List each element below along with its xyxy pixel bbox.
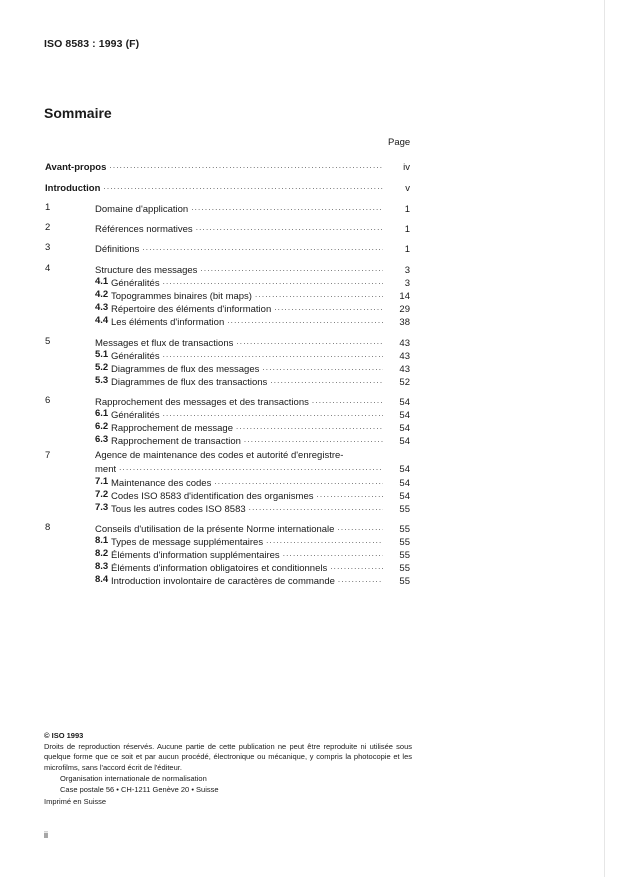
toc-entry-title: Généralités (111, 278, 160, 289)
dot-leader (119, 462, 383, 472)
dot-leader (266, 535, 383, 545)
toc-number: 5.1 (95, 349, 109, 360)
dot-leader (249, 502, 383, 512)
toc-entry-title: Types de message supplémentaires (111, 537, 264, 548)
toc-entry-title: Avant-propos (45, 162, 107, 173)
toc-page-number: 54 (399, 478, 410, 489)
toc-entry-title: Structure des messages (95, 265, 198, 276)
toc-number: 4.4 (95, 315, 109, 326)
dot-leader (163, 408, 383, 418)
dot-leader (244, 434, 383, 444)
toc-entry[interactable] (111, 502, 410, 515)
toc-entry[interactable] (45, 181, 410, 194)
toc-page-number: 55 (399, 504, 410, 515)
toc-number: 4.3 (95, 302, 109, 313)
toc-page-number: 1 (404, 224, 410, 235)
toc-entry[interactable] (111, 561, 410, 574)
toc-number: 3 (45, 242, 51, 253)
toc-entry-title: Codes ISO 8583 d'identification des organismes (111, 491, 314, 502)
toc-number: 8.3 (95, 561, 109, 572)
toc-entry[interactable] (45, 160, 410, 173)
toc-page-number: 54 (399, 410, 410, 421)
page-column-label: Page (388, 137, 411, 148)
toc-number: 4.1 (95, 276, 109, 287)
toc-entry[interactable] (111, 548, 410, 561)
toc-page-number: 54 (399, 397, 410, 408)
toc-entry[interactable] (95, 222, 410, 235)
toc-entry[interactable] (111, 535, 410, 548)
toc-entry-title: Messages et flux de transactions (95, 338, 234, 349)
toc-entry[interactable] (95, 336, 410, 349)
toc-page-number: 1 (404, 204, 410, 215)
toc-number: 5.3 (95, 375, 109, 386)
toc-entry-title: Diagrammes de flux des transactions (111, 377, 268, 388)
toc-entry-title: Généralités (111, 351, 160, 362)
toc-page-number: 55 (399, 524, 410, 535)
toc-entry-title: Rapprochement de message (111, 423, 233, 434)
toc-page-number: 38 (399, 317, 410, 328)
toc-page-number: 43 (399, 351, 410, 362)
dot-leader (196, 222, 383, 232)
dot-leader (337, 522, 383, 532)
toc-entry[interactable] (111, 349, 410, 362)
toc-entry[interactable] (111, 476, 410, 489)
dot-leader (191, 202, 383, 212)
toc-page-number: 52 (399, 377, 410, 388)
toc-entry[interactable] (111, 302, 410, 315)
toc-entry-title: Tous les autres codes ISO 8583 (111, 504, 246, 515)
toc-page-number: 3 (404, 278, 410, 289)
toc-number: 5.2 (95, 362, 109, 373)
toc-entry-title: Introduction (45, 183, 101, 194)
toc-number: 2 (45, 222, 51, 233)
toc-page-number: 55 (399, 563, 410, 574)
toc-number: 7.1 (95, 476, 109, 487)
dot-leader (262, 362, 383, 372)
toc-entry[interactable] (111, 315, 410, 328)
toc-page-number: 29 (399, 304, 410, 315)
toc-entry-title: Définitions (95, 244, 140, 255)
toc-entry[interactable] (95, 242, 410, 255)
dot-leader (236, 336, 383, 346)
toc-page-number: 14 (399, 291, 410, 302)
toc-page-number: 43 (399, 364, 410, 375)
dot-leader (270, 375, 383, 385)
dot-leader (200, 263, 383, 273)
toc-entry[interactable] (111, 408, 410, 421)
toc-entry-title: Références normatives (95, 224, 193, 235)
toc-page-number: 55 (399, 550, 410, 561)
toc-number: 8.2 (95, 548, 109, 559)
toc-entry-title: Conseils d'utilisation de la présente Norme internationale (95, 524, 335, 535)
document-header: ISO 8583 : 1993 (F) (44, 38, 140, 50)
toc-entry-title: Rapprochement de transaction (111, 436, 241, 447)
dot-leader (317, 489, 384, 499)
toc-entry[interactable] (95, 263, 410, 276)
dot-leader (283, 548, 383, 558)
toc-number: 5 (45, 336, 51, 347)
dot-leader (227, 315, 383, 325)
toc-entry[interactable] (95, 202, 410, 215)
toc-number: 7.2 (95, 489, 109, 500)
scan-edge-line (604, 0, 605, 877)
dot-leader (236, 421, 383, 431)
toc-entry-title: Répertoire des éléments d'information (111, 304, 272, 315)
toc-entry-title: Généralités (111, 410, 160, 421)
toc-number: 6.2 (95, 421, 109, 432)
dot-leader (142, 242, 383, 252)
toc-page-number: 1 (404, 244, 410, 255)
toc-number: 4.2 (95, 289, 109, 300)
toc-page-number: 43 (399, 338, 410, 349)
toc-entry-title: Topogrammes binaires (bit maps) (111, 291, 252, 302)
dot-leader (214, 476, 383, 486)
toc-entry[interactable] (111, 289, 410, 302)
toc-page-number: 54 (399, 491, 410, 502)
toc-number: 7 (45, 450, 51, 461)
toc-page-number: 55 (399, 576, 410, 587)
toc-number: 1 (45, 202, 51, 213)
toc-entry-title: Maintenance des codes (111, 478, 212, 489)
copyright-line: © ISO 1993 (44, 731, 84, 740)
dot-leader (109, 160, 383, 170)
toc-number: 6.3 (95, 434, 109, 445)
toc-entry-title: Introduction involontaire de caractères de commande (111, 576, 335, 587)
dot-leader (255, 289, 383, 299)
toc-page-number: 54 (399, 464, 410, 475)
printed-in: Imprimé en Suisse (44, 797, 107, 806)
toc-entry-title: Rapprochement des messages et des transactions (95, 397, 309, 408)
dot-leader (274, 302, 383, 312)
toc-number: 6.1 (95, 408, 109, 419)
toc-page-number: v (405, 183, 410, 194)
toc-entry-title: Domaine d'application (95, 204, 189, 215)
dot-leader (103, 181, 383, 191)
toc-page-number: 3 (404, 265, 410, 276)
toc-entry[interactable] (111, 574, 410, 587)
toc-entry[interactable] (111, 434, 410, 447)
toc-entry[interactable] (95, 395, 410, 408)
toc-number: 8.1 (95, 535, 109, 546)
toc-entry-line1: Agence de maintenance des codes et autorité d'enregistre- (95, 450, 344, 461)
toc-entry-title: Les éléments d'information (111, 317, 225, 328)
dot-leader (163, 276, 383, 286)
dot-leader (330, 561, 383, 571)
org-name: Organisation internationale de normalisation (60, 774, 207, 783)
page-title: Sommaire (44, 105, 112, 121)
toc-number: 8 (45, 522, 51, 533)
dot-leader (312, 395, 383, 405)
toc-entry[interactable] (111, 375, 410, 388)
toc-number: 4 (45, 263, 51, 274)
toc-entry-title: Diagrammes de flux des messages (111, 364, 260, 375)
toc-entry[interactable] (111, 489, 410, 502)
org-address: Case postale 56 • CH-1211 Genève 20 • Suisse (60, 784, 219, 794)
toc-entry-title: Éléments d'information supplémentaires (111, 550, 280, 561)
toc-entry[interactable] (111, 421, 410, 434)
toc-number: 6 (45, 395, 51, 406)
toc-number: 7.3 (95, 502, 109, 513)
toc-page-number: 54 (399, 423, 410, 434)
toc-entry-title: Éléments d'information obligatoires et conditionnels (111, 563, 328, 574)
toc-entry-title: ment (95, 464, 117, 475)
toc-page-number: 54 (399, 436, 410, 447)
rights-notice: Droits de reproduction réservés. Aucune partie de cette publication ne peut être reproduite ni utilisée sous quelque forme que ce soit et par aucun procédé, électronique ou mécanique, y compris la photocopie et les microfilms, sans l'accord écrit de l'éditeur. (44, 741, 412, 772)
toc-entry[interactable] (95, 522, 410, 535)
page-number: ii (44, 830, 48, 840)
toc-page-number: 55 (399, 537, 410, 548)
dot-leader (338, 574, 383, 584)
dot-leader (163, 349, 383, 359)
toc-entry[interactable] (95, 462, 410, 475)
toc-entry[interactable] (111, 276, 410, 289)
toc-number: 8.4 (95, 574, 109, 585)
toc-entry[interactable] (111, 362, 410, 375)
copyright-block (44, 731, 412, 808)
toc-page-number: iv (403, 162, 410, 173)
